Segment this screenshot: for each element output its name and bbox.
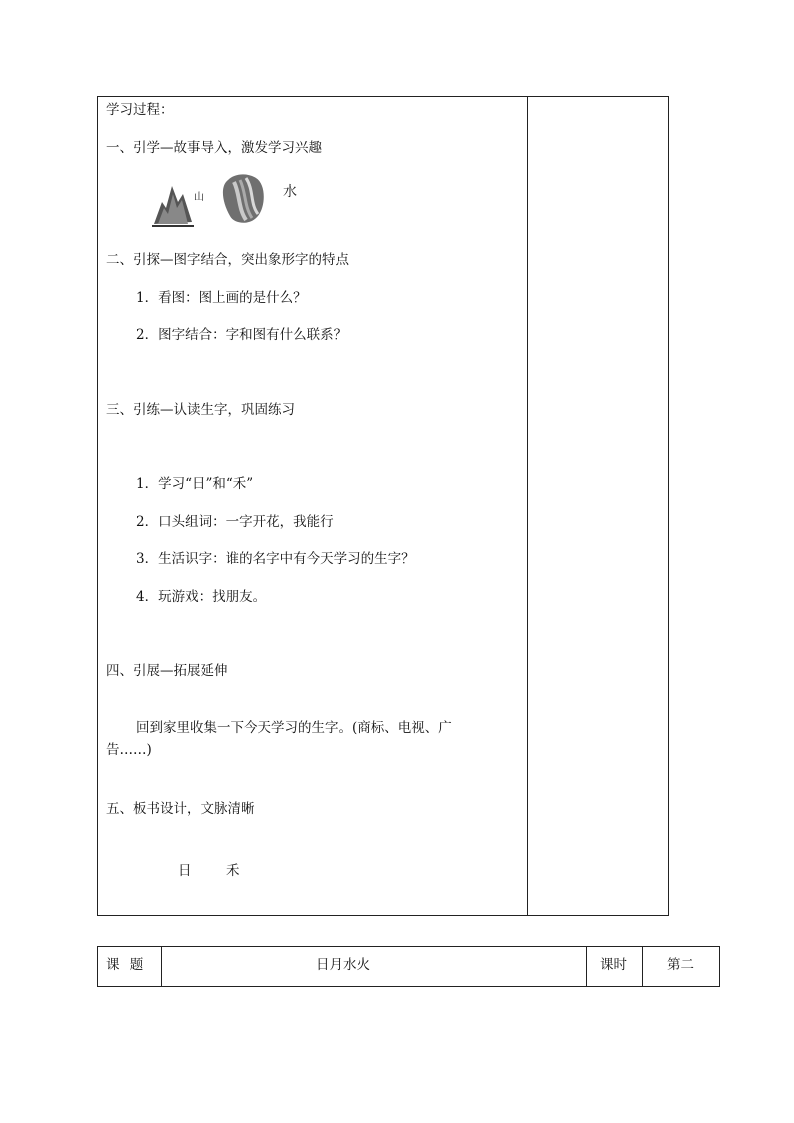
water-picture bbox=[223, 174, 264, 222]
mountain-character: 山 bbox=[194, 192, 204, 203]
board-character-ri: 日 bbox=[178, 863, 192, 879]
table-divider bbox=[586, 946, 587, 987]
water-character: 水 bbox=[283, 184, 297, 200]
topic-label: 课 题 bbox=[106, 957, 144, 973]
section-3-item-1: 1．学习“日”和“禾” bbox=[136, 476, 254, 492]
table-divider bbox=[642, 946, 643, 987]
section-2-item-1: 1．看图：图上画的是什么？ bbox=[136, 290, 307, 306]
section-2-item-2: 2．图字结合：字和图有什么联系？ bbox=[136, 327, 348, 343]
section-5-title: 五、板书设计，文脉清晰 bbox=[106, 801, 255, 817]
process-header: 学习过程： bbox=[106, 102, 174, 118]
section-3-item-3: 3．生活识字：谁的名字中有今天学习的生字？ bbox=[136, 551, 415, 567]
section-2-title: 二、引探—图字结合，突出象形字的特点 bbox=[106, 252, 349, 268]
period-value: 第二 bbox=[667, 957, 694, 973]
section-4-title: 四、引展—拓展延伸 bbox=[106, 663, 228, 679]
section-4-text-line-2: 告……) bbox=[106, 742, 152, 758]
pictograph-illustrations bbox=[150, 172, 310, 232]
section-1-title: 一、引学—故事导入，激发学习兴趣 bbox=[106, 140, 322, 156]
table-divider bbox=[161, 946, 162, 987]
board-character-he: 禾 bbox=[226, 863, 240, 879]
section-3-item-2: 2．口头组词：一字开花，我能行 bbox=[136, 514, 334, 530]
topic-value: 日月水火 bbox=[316, 957, 370, 973]
period-label: 课时 bbox=[600, 957, 627, 973]
section-4-text-line-1: 回到家里收集一下今天学习的生字。(商标、电视、广 bbox=[136, 720, 452, 736]
section-3-item-4: 4．玩游戏：找朋友。 bbox=[136, 589, 267, 605]
notes-column-divider bbox=[527, 96, 528, 916]
section-3-title: 三、引练—认读生字，巩固练习 bbox=[106, 402, 295, 418]
mountain-picture bbox=[152, 186, 194, 226]
